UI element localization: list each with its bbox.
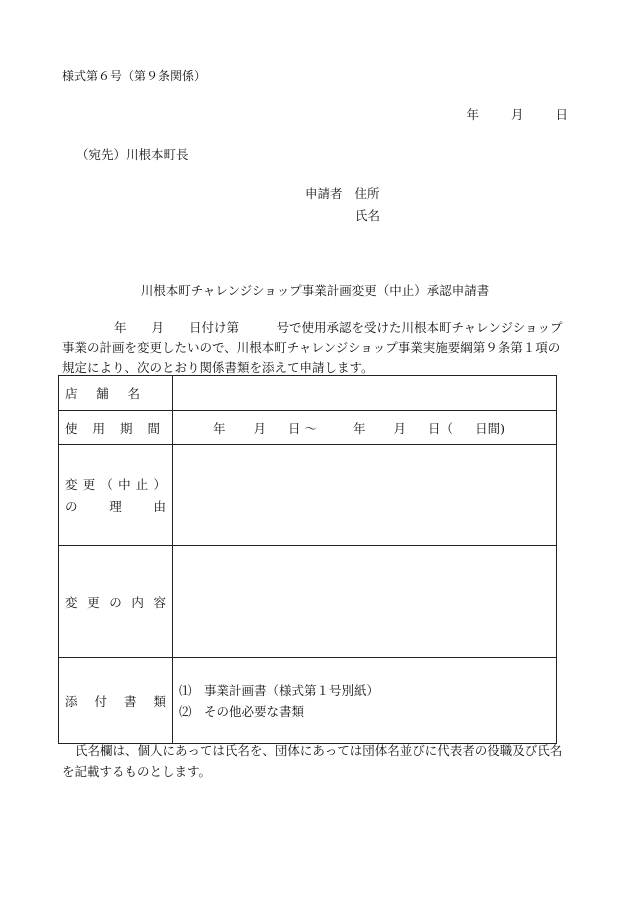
applicant-address-label: 住所 xyxy=(354,186,380,201)
period-label xyxy=(59,411,173,445)
content-field[interactable] xyxy=(173,546,557,658)
table-row-shop-name xyxy=(59,376,557,411)
form-number: 様式第６号（第９条関係） xyxy=(62,69,207,83)
label-char: 店 xyxy=(65,386,78,401)
body-text xyxy=(62,318,582,378)
label-char: 理 xyxy=(109,499,122,514)
label-char: 止 xyxy=(135,477,149,492)
label-char: （ xyxy=(100,477,113,492)
table-row-reason xyxy=(59,445,557,546)
footnote-line: を記載するものとします。 xyxy=(62,764,212,779)
period-part: 月 xyxy=(253,420,267,436)
attachments-field xyxy=(173,658,557,744)
label-char: 更 xyxy=(87,594,100,610)
label-char: 更 xyxy=(82,477,96,492)
label-char: 名 xyxy=(127,386,140,401)
label-char: 内 xyxy=(131,594,144,610)
period-part: 月 xyxy=(393,420,407,436)
label-char: の xyxy=(65,499,78,514)
label-char: ） xyxy=(153,477,166,492)
label-char: 書 xyxy=(123,693,137,709)
body-line: 事業の計画を変更したいので、川根本町チャレンジショップ事業実施要綱第９条第１項の xyxy=(62,340,561,355)
period-part: 年 xyxy=(353,420,366,436)
date-line xyxy=(466,105,568,123)
attachment-item: ⑵ その他必要な書類 xyxy=(179,703,305,719)
period-part: 年 xyxy=(213,420,226,436)
addressee: （宛先）川根本町長 xyxy=(76,147,189,162)
label-char: 容 xyxy=(153,594,166,610)
period-part: 日間) xyxy=(475,420,505,436)
footnote xyxy=(62,740,582,782)
attachment-item: ⑴ 事業計画書（様式第１号別紙） xyxy=(179,682,380,698)
label-char: 変 xyxy=(65,477,78,492)
label-char: 使 xyxy=(65,420,78,436)
label-char: 由 xyxy=(153,499,166,514)
date-month-label: 月 xyxy=(510,107,524,122)
document-title: 川根本町チャレンジショップ事業計画変更（中止）承認申請書 xyxy=(140,283,490,298)
table-row-period xyxy=(59,411,557,445)
period-part: 日（ xyxy=(428,420,454,436)
attachments-label xyxy=(59,658,173,744)
table-row-content xyxy=(59,546,557,658)
reason-label xyxy=(59,445,173,546)
body-line: 年 月 日付け第 号で使用承認を受けた川根本町チャレンジショップ xyxy=(114,320,563,335)
shop-name-field[interactable] xyxy=(173,376,557,411)
label-char: 中 xyxy=(118,477,131,492)
applicant-block xyxy=(305,183,381,223)
period-value xyxy=(173,419,556,437)
date-year-label: 年 xyxy=(466,107,479,122)
body-line: 規定により、次のとおり関係書類を添えて申請します。 xyxy=(62,360,374,375)
label-char: 舗 xyxy=(96,386,109,401)
shop-name-label xyxy=(59,376,173,411)
label-char: 変 xyxy=(65,594,78,610)
applicant-name-label: 氏名 xyxy=(355,208,381,223)
label-char: 添 xyxy=(65,693,78,709)
table-row-attachments xyxy=(59,658,557,744)
label-char: 間 xyxy=(147,420,160,436)
label-char: 付 xyxy=(94,693,107,709)
applicant-role-label: 申請者 xyxy=(305,186,343,201)
application-table xyxy=(58,375,557,744)
period-field[interactable] xyxy=(173,411,557,445)
footnote-line: 氏名欄は、個人にあっては氏名を、団体にあっては団体名並びに代表者の役職及び氏名 xyxy=(75,743,563,758)
label-char: 期 xyxy=(119,420,133,436)
label-char: 類 xyxy=(153,693,166,709)
content-label xyxy=(59,546,173,658)
reason-field[interactable] xyxy=(173,445,557,546)
date-day-label: 日 xyxy=(555,107,568,122)
period-part: 日 ～ xyxy=(288,420,318,436)
label-char: 用 xyxy=(92,420,105,436)
label-char: の xyxy=(109,594,122,610)
